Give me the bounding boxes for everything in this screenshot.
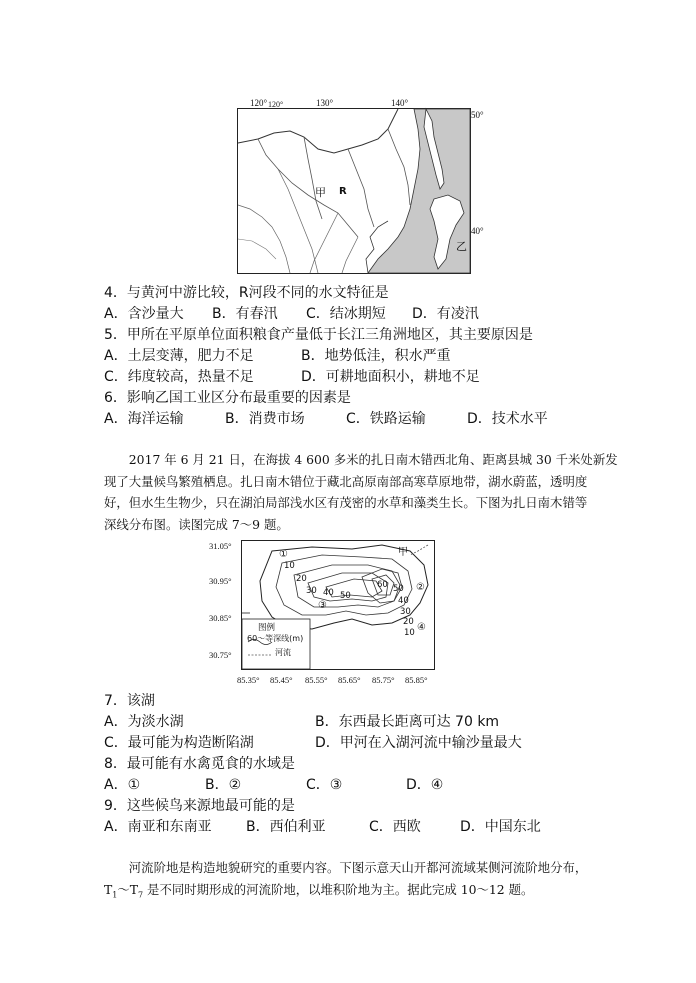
question-9-option-b: B．西伯利亚 (246, 819, 326, 835)
question-7-option-c: C．最可能为构造断陷湖 (104, 735, 254, 751)
passage-lake-intro (104, 449, 624, 535)
map2-lon-85-75: 85.75° (372, 675, 395, 685)
legend-river-label: 河流 (275, 648, 291, 657)
map1-label-yi: 乙 (456, 240, 467, 253)
marker-circled-2: ② (416, 582, 425, 593)
question-5-option-b: B．地势低洼，积水严重 (301, 348, 451, 364)
t-range-tilde: ～T (117, 881, 139, 897)
t-subscript-1: 1 (112, 889, 118, 899)
question-9-option-c: C．西欧 (369, 819, 421, 835)
question-4-option-d: D．有凌汛 (412, 306, 479, 322)
question-8-stem: 8．最可能有水禽觅食的水域是 (104, 756, 295, 772)
map2-lon-85-45: 85.45° (270, 675, 293, 685)
map1-label-jia: 甲 (315, 186, 326, 199)
question-6-option-d: D．技术水平 (467, 411, 548, 427)
depth-label-40: 40 (323, 588, 334, 598)
depth-label-20-east: 20 (403, 617, 414, 627)
passage2-line2 (104, 879, 624, 906)
question-6-option-a: A．海洋运输 (104, 411, 184, 427)
question-6-option-b: B．消费市场 (225, 411, 305, 427)
question-7-option-d: D．甲河在入湖河流中输沙量最大 (315, 735, 522, 751)
passage1-line4: 深线分布图。读图完成 7～9 题。 (104, 516, 289, 532)
question-4-option-c: C．结冰期短 (306, 306, 386, 322)
map2-lat-30-95: 30.95° (209, 576, 232, 586)
passage1-line2: 现了大量候鸟繁殖栖息。扎日南木错位于藏北高原南部高寒草原地带，湖水蔚蓝，透明度 (104, 473, 588, 489)
passage1-line3: 好，但水生生物少，只在湖泊局部浅水区有茂密的水草和藻类生长。下图为扎日南木错等 (104, 495, 588, 510)
svg-text:120°: 120° (268, 100, 284, 109)
map1-lon-120: 120° (250, 98, 268, 108)
question-5-option-c: C．纬度较高，热量不足 (104, 369, 254, 385)
question-8-option-c: C．③ (306, 777, 343, 793)
passage-river-terrace (104, 857, 624, 905)
question-7-option-a: A．为淡水湖 (104, 714, 184, 730)
question-4-stem: 4．与黄河中游比较，R河段不同的水文特征是 (104, 285, 389, 301)
question-8-option-d: D．④ (406, 777, 444, 793)
passage1-line1: 2017 年 6 月 21 日，在海拔 4 600 多米的扎日南木错西北角、距离县城 30 千米处新发 (128, 452, 618, 467)
question-6-option-c: C．铁路运输 (346, 411, 426, 427)
map2-lon-85-35: 85.35° (237, 675, 260, 685)
question-9-option-d: D．中国东北 (460, 819, 541, 835)
depth-label-10-west: 10 (284, 561, 295, 571)
depth-label-20: 20 (296, 574, 307, 584)
question-8-option-b: B．② (205, 777, 242, 793)
t-symbol: T (104, 881, 113, 897)
legend-title: 图例 (258, 623, 276, 633)
question-9-stem: 9．这些候鸟来源地最可能的是 (104, 798, 295, 814)
depth-label-30: 30 (306, 586, 317, 596)
depth-label-60: 60 (377, 580, 388, 590)
question-4-option-b: B．有春汛 (212, 306, 278, 322)
depth-label-30-east: 30 (400, 607, 411, 617)
map2-lon-85-65: 85.65° (338, 675, 361, 685)
t-subscript-7: 7 (138, 889, 144, 899)
question-5-option-a: A．土层变薄，肥力不足 (104, 348, 254, 364)
marker-circled-1: ① (279, 549, 288, 560)
map2-lat-30-85: 30.85° (209, 613, 232, 623)
passage2-line1: 河流阶地是构造地貌研究的重要内容。下图示意天山开都河流域某侧河流阶地分布， (128, 860, 588, 875)
question-7-option-b: B．东西最长距离可达 70 km (315, 714, 500, 730)
map1-lon-140: 140° (391, 98, 409, 108)
legend-isoline-label: 60～等深线(m) (247, 634, 304, 643)
map1-lon-130: 130° (316, 98, 334, 108)
map1-label-r: R (339, 186, 347, 197)
depth-label-50: 50 (340, 591, 351, 601)
map2-label-jia: 甲 (398, 547, 408, 558)
depth-label-50-east: 50 (393, 584, 404, 594)
question-4-option-a: A．含沙量大 (104, 306, 184, 322)
question-6-stem: 6．影响乙国工业区分布最重要的因素是 (104, 390, 351, 406)
question-9-option-a: A．南亚和东南亚 (104, 819, 212, 835)
question-7-stem: 7．该湖 (104, 693, 155, 709)
marker-circled-3: ③ (318, 600, 327, 611)
map2-lat-30-75: 30.75° (209, 650, 232, 660)
passage2-line2-rest: 是不同时期形成的河流阶地，以堆积阶地为主。据此完成 10～12 题。 (143, 881, 534, 897)
marker-circled-4: ④ (417, 622, 426, 633)
map2-lat-31-05: 31.05° (209, 541, 232, 551)
map2-lon-85-85: 85.85° (405, 675, 428, 685)
depth-label-40-east: 40 (398, 596, 409, 606)
question-5-stem: 5．甲所在平原单位面积粮食产量低于长江三角洲地区，其主要原因是 (104, 327, 533, 343)
map2-lon-85-55: 85.55° (305, 675, 328, 685)
question-8-option-a: A．① (104, 777, 141, 793)
map1-lat-50: 50° (471, 110, 484, 120)
depth-label-10-east: 10 (404, 628, 415, 638)
map1-lat-40: 40° (471, 226, 484, 236)
question-5-option-d: D．可耕地面积小，耕地不足 (301, 369, 480, 385)
